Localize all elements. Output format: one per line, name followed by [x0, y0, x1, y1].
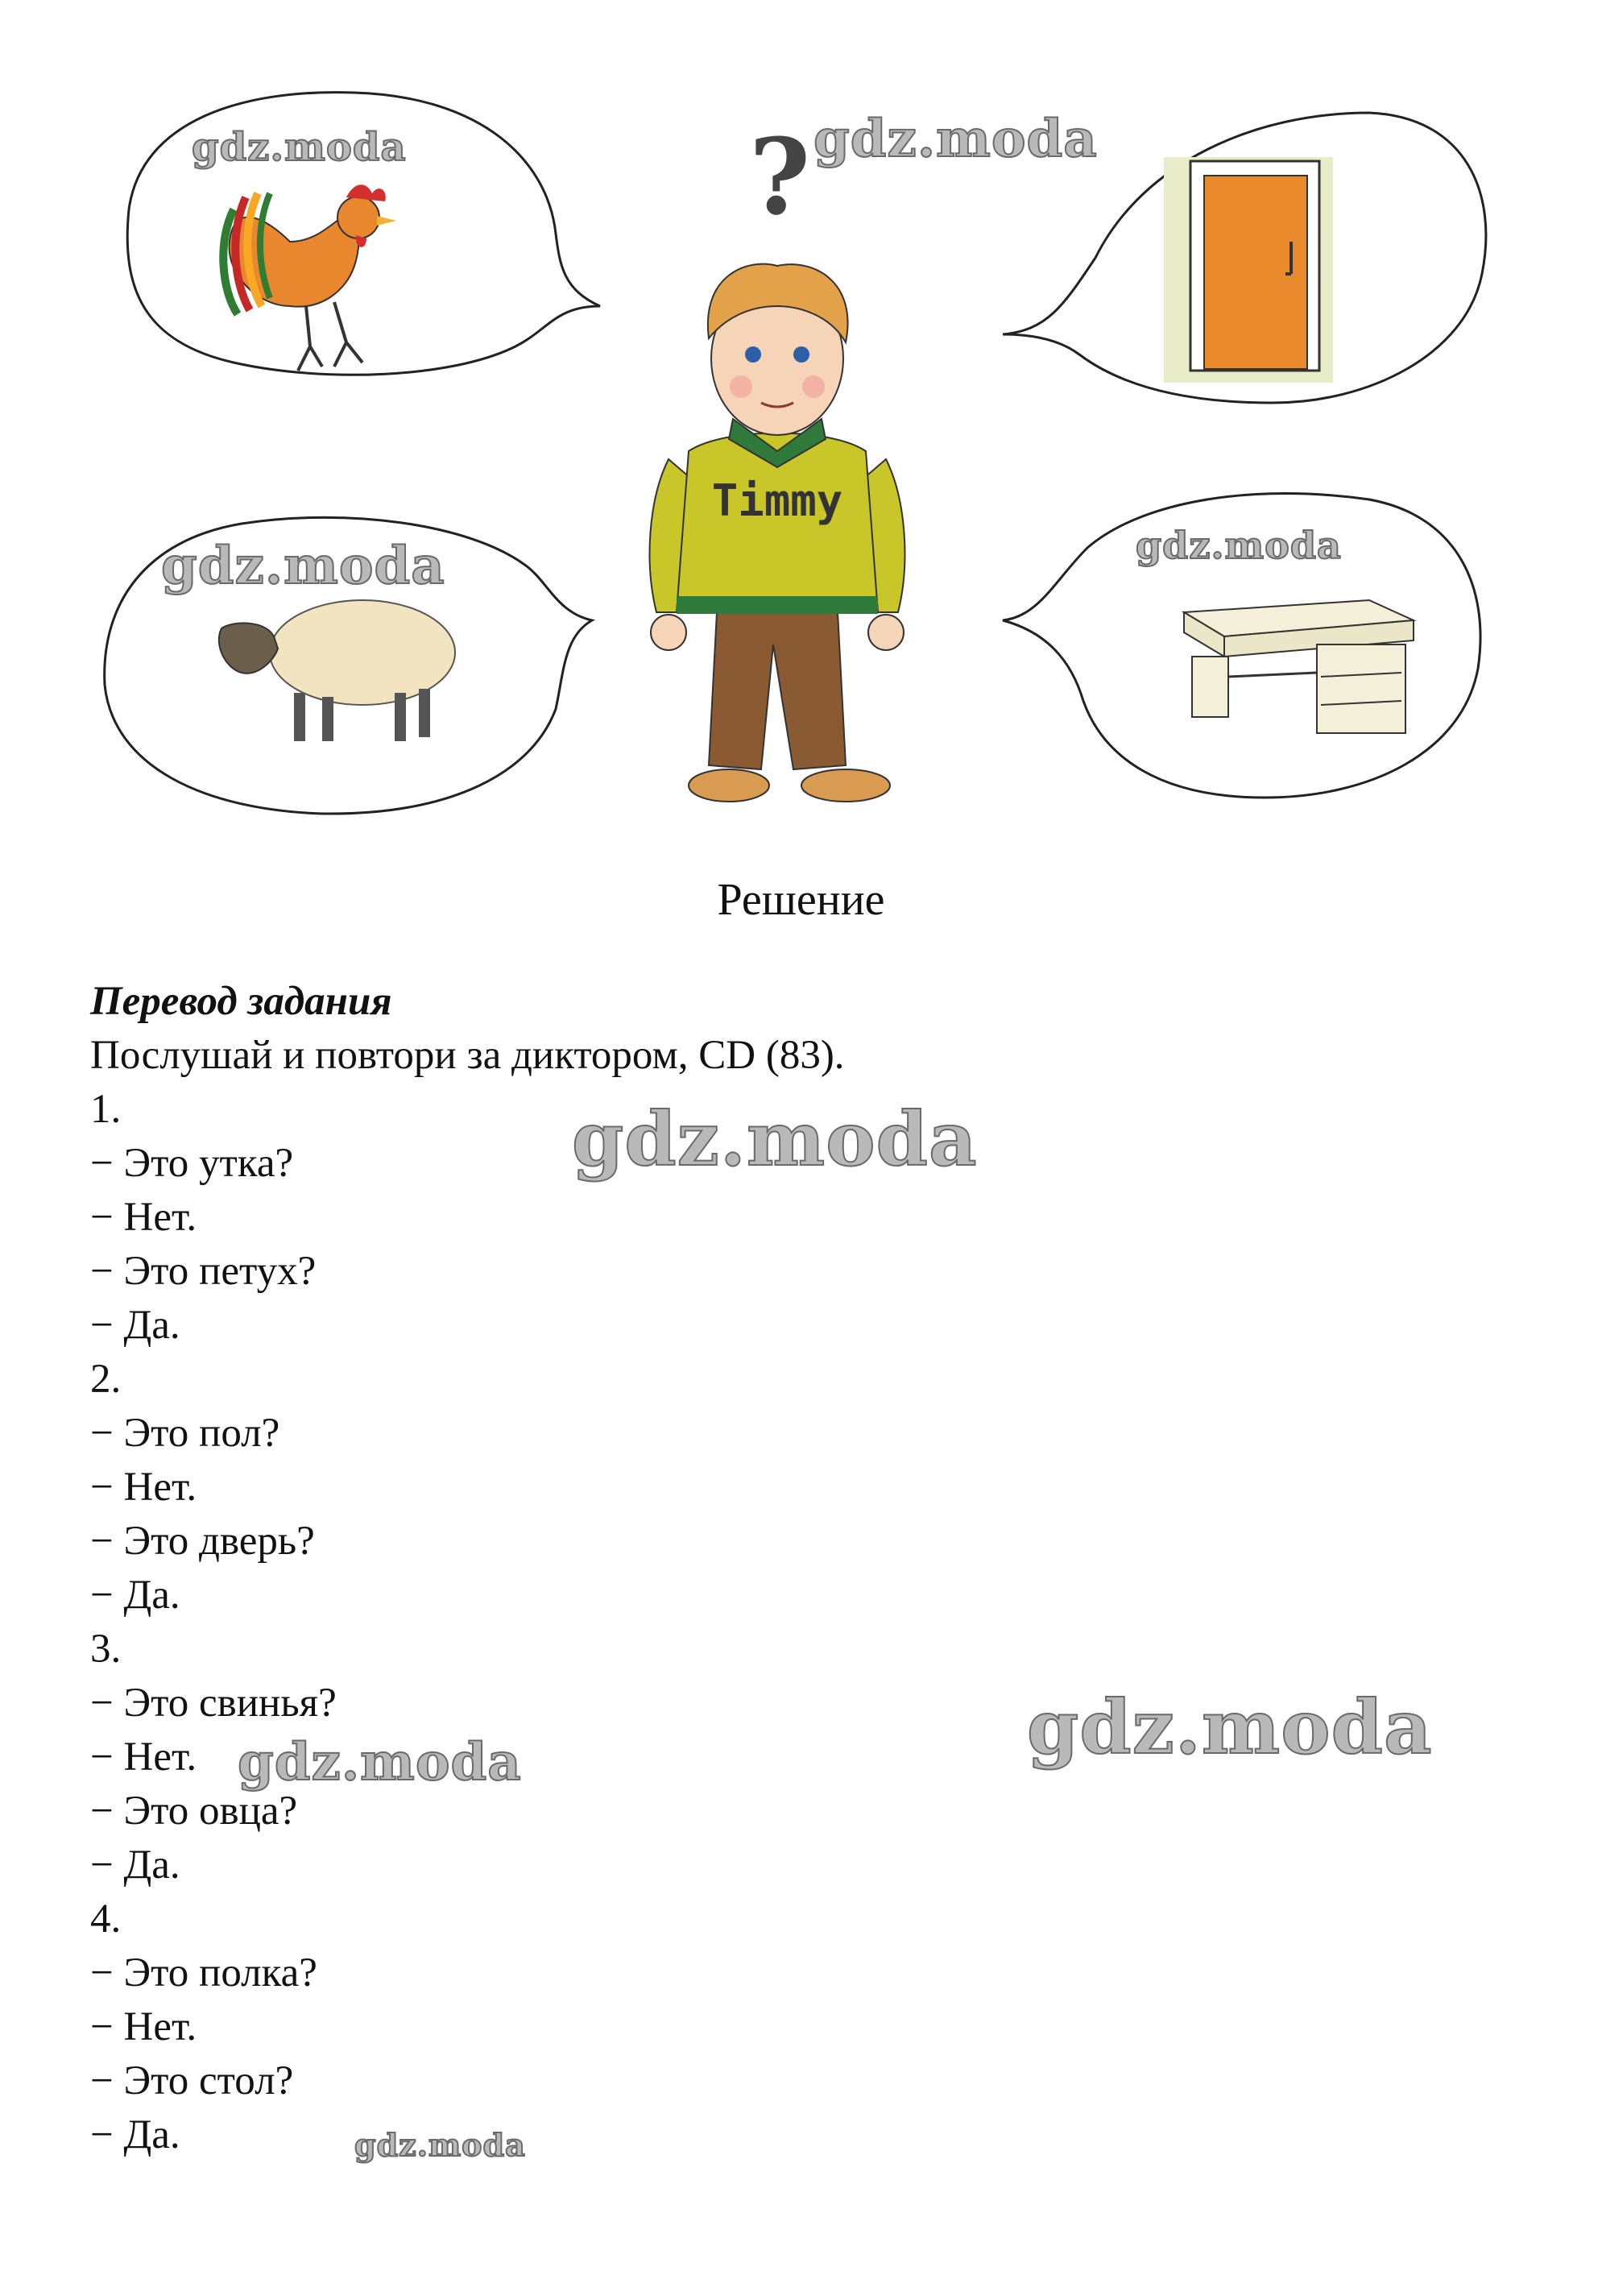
watermark: gdz.moda: [238, 1732, 522, 1792]
dialogue-line: − Да.: [90, 1303, 180, 1348]
dialogue-line: − Нет.: [90, 1195, 197, 1240]
solution-label: Решение: [717, 875, 885, 925]
dialogue-line: − Это утка?: [90, 1141, 294, 1186]
dialogue-line: − Да.: [90, 1573, 180, 1618]
dialogue-line: − Нет.: [90, 2004, 197, 2049]
door-icon: [1164, 157, 1333, 383]
watermark: gdz.moda: [192, 125, 407, 170]
dialogue-line: − Нет.: [90, 1734, 197, 1780]
dialogue-line: − Это стол?: [90, 2058, 294, 2103]
dialogue-line: − Нет.: [90, 1465, 197, 1510]
dialogue-line: 1.: [90, 1087, 122, 1132]
dialogue-line: − Это петух?: [90, 1249, 317, 1294]
dialogue-line: − Это свинья?: [90, 1681, 337, 1726]
watermark: gdz.moda: [161, 536, 445, 596]
question-mark: ?: [749, 115, 811, 238]
dialogue-line: − Это овца?: [90, 1788, 298, 1834]
dialogue-line: − Да.: [90, 1842, 180, 1888]
dialogue-line: − Да.: [90, 2112, 180, 2157]
dialogue-line: 3.: [90, 1627, 122, 1672]
dialogue-line: 4.: [90, 1896, 122, 1942]
watermark: gdz.moda: [572, 1096, 978, 1183]
dialogue-line: − Это пол?: [90, 1411, 280, 1456]
task-instruction: Послушай и повтори за диктором, CD (83).: [90, 1033, 845, 1078]
task-heading: Перевод задания: [90, 979, 392, 1024]
dialogue-line: 2.: [90, 1357, 122, 1402]
task-text: [90, 975, 845, 2162]
watermark: gdz.moda: [1136, 524, 1342, 567]
dialogue-line: − Это дверь?: [90, 1519, 315, 1564]
sheep-icon: [219, 600, 455, 741]
boy-figure: [650, 264, 905, 802]
desk-icon: [1184, 600, 1414, 733]
watermark: gdz.moda: [1027, 1684, 1433, 1771]
dialogue-line: − Это полка?: [90, 1950, 317, 1996]
watermark: gdz.moda: [813, 109, 1098, 169]
shirt-text: Timmy: [711, 475, 843, 526]
watermark: gdz.moda: [354, 2127, 526, 2163]
rooster-icon: [223, 184, 396, 371]
